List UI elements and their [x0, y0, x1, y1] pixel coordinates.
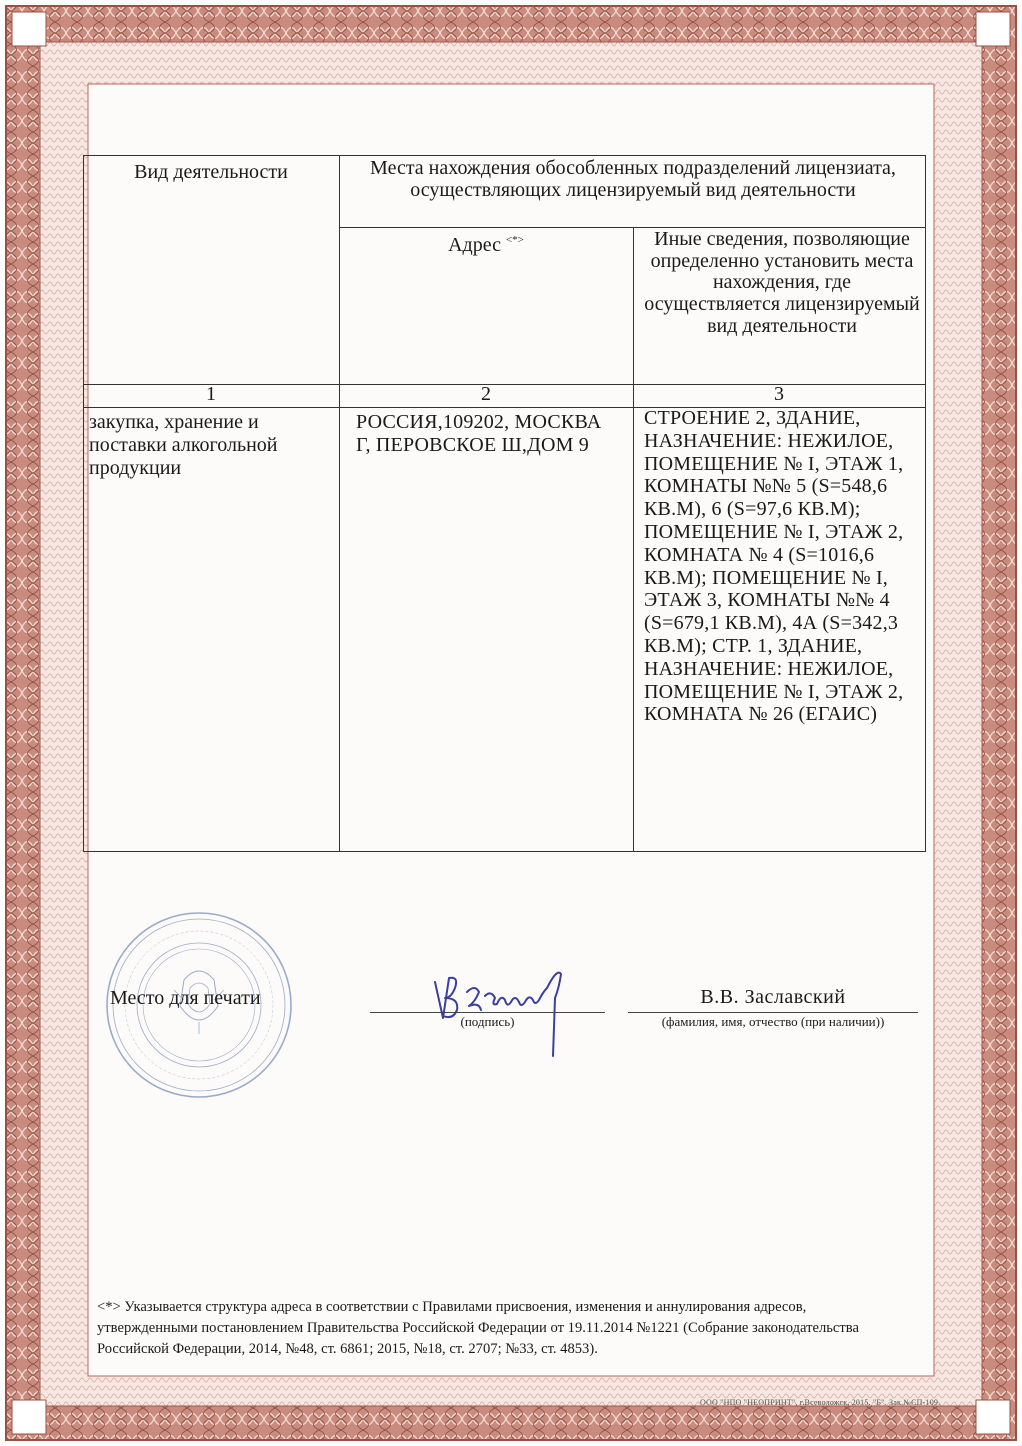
name-caption: (фамилия, имя, отчество (при наличии)): [661, 1014, 885, 1029]
header-subdivision-locations: Места нахождения обособленных подразделений лицензиата, осуществляющих лицензируемый вид деятельности: [370, 157, 896, 201]
name-line: [628, 1012, 918, 1013]
column-number-2: 2: [481, 383, 491, 405]
signatory-name: В.В. Заславский: [700, 986, 846, 1008]
cell-location-details: СТРОЕНИЕ 2, ЗДАНИЕ, НАЗНАЧЕНИЕ: НЕЖИЛОЕ, ПОМЕЩЕНИЕ № I, ЭТАЖ 1, КОМНАТЫ №№ 5 (S=548,6 КВ.М), 6 (S=97,6 КВ.М); ПОМЕЩЕНИЕ № I, ЭТАЖ 2, КОМНАТА № 4 (S=1016,6 КВ.М); ПОМЕЩЕНИЕ № I, ЭТАЖ 3, КОМНАТЫ №№ 4 (S=679,1 КВ.М), 4А (S=342,3 КВ.М); СТР. 1, ЗДАНИЕ, НАЗНАЧЕНИЕ: НЕЖИЛОЕ, ПОМЕЩЕНИЕ № I, ЭТАЖ 2, КОМНАТА № 26 (ЕГАИС): [644, 407, 904, 726]
stamp-place-label: Место для печати: [110, 987, 261, 1009]
address-footnote: <*> Указывается структура адреса в соответствии с Правилами присвоения, изменения и аннулирования адресов, утвержденными постановлением Правительства Российской Федерации от 19.11.2014 №1221 (Собрание законодательства Российской Федерации, 2014, №48, ст. 6861; 2015, №18, ст. 2707; №33, ст. 4853).: [97, 1299, 859, 1357]
header-activity-type: Вид деятельности: [134, 161, 288, 183]
cell-activity: закупка, хранение и поставки алкогольной продукции: [89, 411, 278, 479]
handwritten-signature: [425, 958, 585, 1058]
header-address: Адрес <*>: [448, 234, 524, 256]
licensed-activity-table: [83, 155, 926, 852]
cell-address: РОССИЯ,109202, МОСКВА Г, ПЕРОВСКОЕ Ш,ДОМ 9: [356, 411, 602, 456]
printer-mark: ООО "НПО "НЕОПРИНТ", г.Всеволожск, 2015. "Б". Зак.№СП-109.: [700, 1398, 941, 1407]
column-number-1: 1: [206, 383, 216, 405]
signature-caption: (подпись): [460, 1014, 515, 1029]
header-other-details: Иные сведения, позволяющие определенно установить места нахождения, где осуществляется лицензируемый вид деятельности: [644, 228, 920, 337]
column-number-3: 3: [774, 383, 784, 405]
footnote-marker: <*>: [505, 234, 524, 246]
signature-line: [370, 1012, 605, 1013]
